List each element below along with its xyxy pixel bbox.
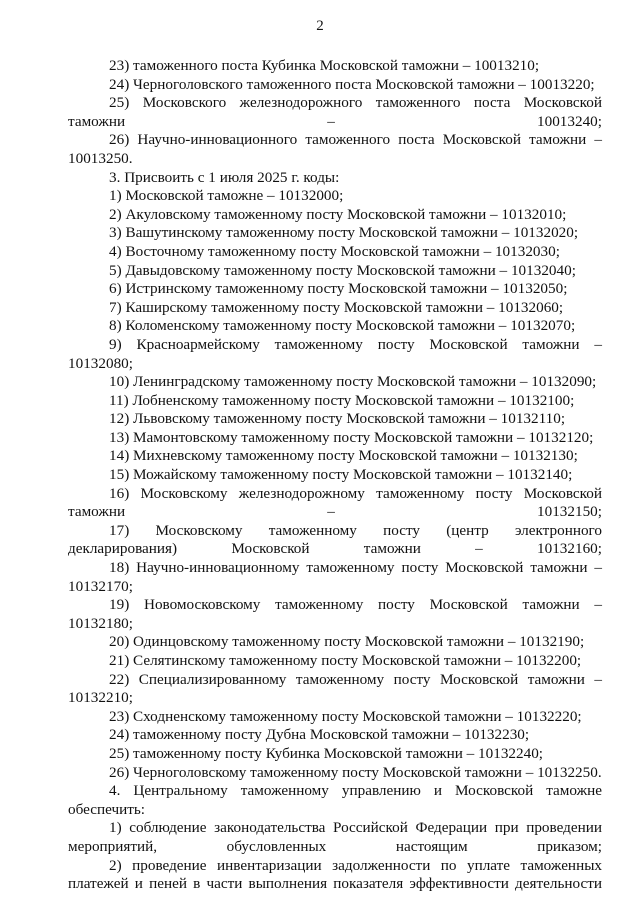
document-paragraph: 17) Московскому таможенному посту (центр электронного декларирования) Московской таможни – 10132160;: [68, 521, 602, 558]
document-paragraph: 23) таможенного поста Кубинка Московской таможни – 10013210;: [109, 57, 540, 74]
document-paragraph: 4. Центральному таможенному управлению и Московской таможне обеспечить:: [68, 782, 602, 818]
document-body: [68, 57, 602, 894]
document-paragraph: 5) Давыдовскому таможенному посту Московской таможни – 10132040;: [109, 261, 576, 279]
document-paragraph: 24) Черноголовского таможенного поста Московской таможни – 10013220;: [109, 75, 595, 93]
document-paragraph: 12) Львовскому таможенному посту Московской таможни – 10132110;: [109, 410, 566, 428]
document-paragraph: 6) Истринскому таможенному посту Московской таможни – 10132050;: [109, 280, 568, 298]
document-paragraph: 7) Каширскому таможенному посту Московской таможни – 10132060;: [109, 298, 564, 316]
document-paragraph: 8) Коломенскому таможенному посту Московской таможни – 10132070;: [109, 317, 576, 335]
document-paragraph: 10) Ленинградскому таможенному посту Московской таможни – 10132090;: [109, 373, 597, 391]
document-paragraph: 15) Можайскому таможенному посту Московской таможни – 10132140;: [109, 466, 573, 484]
document-paragraph: 16) Московскому железнодорожному таможенному посту Московской таможни – 10132150;: [68, 484, 602, 521]
document-paragraph: 1) Московской таможне – 10132000;: [109, 187, 344, 205]
document-paragraph: 24) таможенному посту Дубна Московской таможни – 10132230;: [109, 726, 530, 744]
document-paragraph: 25) Московского железнодорожного таможенного поста Московской таможни – 10013240;: [68, 94, 602, 130]
document-paragraph: 2) Акуловскому таможенному посту Московской таможни – 10132010;: [109, 205, 567, 223]
document-paragraph: 4) Восточному таможенному посту Московской таможни – 10132030;: [109, 242, 560, 260]
document-paragraph: 21) Селятинскому таможенному посту Московской таможни – 10132200;: [109, 652, 582, 669]
document-paragraph: 19) Новомосковскому таможенному посту Московской таможни – 10132180;: [68, 596, 602, 632]
document-paragraph: 3. Присвоить с 1 июля 2025 г. коды:: [109, 168, 340, 186]
document-paragraph: 26) Научно-инновационного таможенного поста Московской таможни – 10013250.: [68, 131, 602, 167]
document-paragraph: 23) Сходненскому таможенному посту Московской таможни – 10132220;: [109, 707, 582, 725]
document-paragraph: 18) Научно-инновационному таможенному посту Московской таможни – 10132170;: [68, 559, 602, 595]
document-paragraph: 9) Красноармейскому таможенному посту Московской таможни – 10132080;: [68, 335, 602, 372]
document-paragraph: 2) проведение инвентаризации задолженности по уплате таможенных платежей и пеней в части выполнения показателя эффективности деятельности: [68, 856, 602, 893]
document-paragraph: 13) Мамонтовскому таможенному посту Московской таможни – 10132120;: [109, 428, 594, 446]
document-paragraph: 14) Михневскому таможенному посту Московской таможни – 10132130;: [109, 447, 578, 465]
document-paragraph: 26) Черноголовскому таможенному посту Московской таможни – 10132250.: [109, 763, 602, 781]
document-paragraph: 1) соблюдение законодательства Российской Федерации при проведении мероприятий, обусловленных настоящим приказом;: [68, 819, 602, 855]
document-paragraph: 11) Лобненскому таможенному посту Московской таможни – 10132100;: [109, 391, 575, 409]
page-number: 2: [316, 18, 324, 34]
document-paragraph: 22) Специализированному таможенному посту Московской таможни – 10132210;: [68, 670, 602, 707]
document-paragraph: 20) Одинцовскому таможенному посту Московской таможни – 10132190;: [109, 633, 585, 651]
document-paragraph: 3) Вашутинскому таможенному посту Московской таможни – 10132020;: [109, 224, 579, 242]
document-paragraph: 25) таможенному посту Кубинка Московской таможни – 10132240;: [109, 744, 544, 762]
